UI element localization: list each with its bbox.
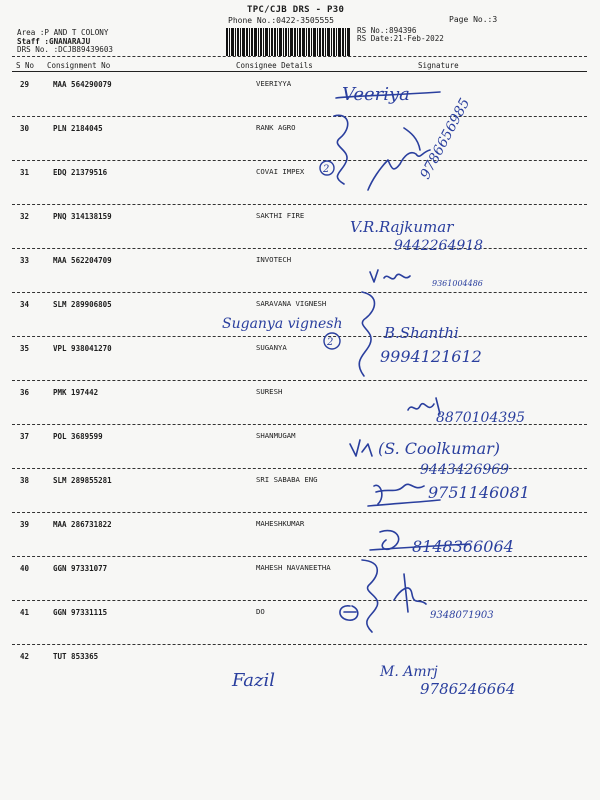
col-header-signature: Signature (418, 61, 459, 70)
table-row (0, 80, 600, 124)
row-sno: 40 (20, 564, 30, 573)
row-separator (12, 468, 587, 469)
table-row (0, 212, 600, 256)
row-separator (12, 292, 587, 293)
row-consignment: MAA 564290079 (53, 80, 112, 89)
table-row (0, 432, 600, 476)
row-consignee: VEERIYYA (256, 79, 292, 88)
row-consignee: COVAI IMPEX (256, 167, 305, 176)
table-row (0, 344, 600, 388)
row-sno: 42 (20, 652, 30, 661)
row-separator (12, 204, 587, 205)
phone-note-38: 9751146081 (428, 483, 530, 502)
table-row (0, 388, 600, 432)
phone-number: Phone No.:0422-3505555 (228, 16, 334, 25)
row-sno: 35 (20, 344, 30, 353)
phone-note-39: 8148366064 (412, 537, 514, 556)
table-row (0, 520, 600, 564)
row-separator (12, 380, 587, 381)
row-consignee: SAKTHI FIRE (256, 211, 305, 220)
circled-number: 2 (323, 164, 330, 175)
circled-number-2: 2 (327, 337, 334, 348)
row-separator (12, 116, 587, 117)
row-consignee: SURESH (256, 387, 283, 396)
phone-note-30: 9786656985 (417, 95, 474, 182)
rs-number: RS No.:894396 (357, 26, 417, 35)
table-row (0, 256, 600, 300)
row-sno: 38 (20, 476, 30, 485)
col-header-details: Consignee Details (236, 61, 313, 70)
col-header-sno: S No (16, 61, 35, 70)
signature-suganya-vignesh: Suganya vignesh (222, 316, 343, 332)
row-separator (12, 600, 587, 601)
row-consignment: SLM 289855281 (53, 476, 112, 485)
row-consignee: SUGANYA (256, 343, 287, 352)
table-row (0, 476, 600, 520)
row-separator (12, 512, 587, 513)
phone-note-36: 8870104395 (436, 410, 526, 426)
row-sno: 36 (20, 388, 30, 397)
row-sno: 30 (20, 124, 30, 133)
row-consignee: SHANMUGAM (256, 431, 296, 440)
row-sno: 29 (20, 80, 30, 89)
table-row (0, 564, 600, 608)
row-separator (12, 644, 587, 645)
table-row (0, 168, 600, 212)
phone-note-33: 9361004486 (432, 279, 483, 288)
row-consignment: PMK 197442 (53, 388, 99, 397)
row-consignee: MAHESHKUMAR (256, 519, 305, 528)
area-label: Area :P AND T COLONY (17, 28, 109, 37)
row-consignment: MAA 562204709 (53, 256, 112, 265)
row-consignee: MAHESH NAVANEETHA (256, 563, 331, 572)
signature-veeriyya: Veeriya (342, 84, 410, 105)
row-consignment: PNQ 314138159 (53, 212, 112, 221)
row-consignee: DO (256, 607, 265, 616)
phone-note-42: 9786246664 (420, 680, 516, 698)
signature-vr: V.R.Rajkumar (350, 218, 454, 236)
row-consignment: PLN 2184045 (53, 124, 103, 133)
row-sno: 32 (20, 212, 30, 221)
row-consignee: INVOTECH (256, 255, 292, 264)
row-sno: 39 (20, 520, 30, 529)
row-consignee: RANK AGRO (256, 123, 296, 132)
signature-b-shanthi: B.Shanthi (384, 324, 459, 342)
table-row (0, 300, 600, 344)
table-row (0, 652, 600, 696)
row-consignment: GGN 97331115 (53, 608, 108, 617)
page-number: Page No.:3 (449, 15, 498, 24)
signature-s-coolkumar: (S. Coolkumar) (378, 439, 501, 458)
row-consignment: TUT 853365 (53, 652, 99, 661)
sheet-title: TPC/CJB DRS - P30 (247, 5, 345, 15)
row-consignment: MAA 286731822 (53, 520, 112, 529)
row-consignment: VPL 938041270 (53, 344, 112, 353)
col-header-consignment: Consignment No (47, 61, 111, 70)
row-consignee: SRI SABABA ENG (256, 475, 318, 484)
barcode (226, 28, 351, 56)
row-consignment: EDQ 21379516 (53, 168, 108, 177)
header-divider-bottom (12, 71, 587, 72)
drs-number: DRS No. :DCJB89439603 (17, 45, 114, 54)
row-sno: 31 (20, 168, 30, 177)
row-sno: 34 (20, 300, 30, 309)
signature-m-amrj: M. Amrj (380, 664, 438, 680)
table-row (0, 124, 600, 168)
header-divider-top (12, 56, 587, 57)
phone-note-37: 9443426969 (420, 462, 510, 478)
staff-label: Staff :GNANARAJU (17, 37, 91, 46)
row-consignment: GGN 97331077 (53, 564, 108, 573)
row-separator (12, 248, 587, 249)
phone-note-41: 9348071903 (430, 610, 494, 621)
row-consignment: SLM 289906805 (53, 300, 112, 309)
rs-date: RS Date:21-Feb-2022 (357, 34, 444, 43)
phone-note-32: 9442264918 (394, 238, 484, 254)
row-consignee: SARAVANA VIGNESH (256, 299, 327, 308)
row-sno: 33 (20, 256, 30, 265)
row-consignment: POL 3689599 (53, 432, 103, 441)
phone-note-35: 9994121612 (380, 347, 482, 366)
signature-fazil: Fazil (232, 670, 275, 691)
row-sno: 41 (20, 608, 30, 617)
table-row (0, 608, 600, 652)
row-separator (12, 424, 587, 425)
row-separator (12, 556, 587, 557)
row-separator (12, 160, 587, 161)
row-sno: 37 (20, 432, 30, 441)
row-separator (12, 336, 587, 337)
